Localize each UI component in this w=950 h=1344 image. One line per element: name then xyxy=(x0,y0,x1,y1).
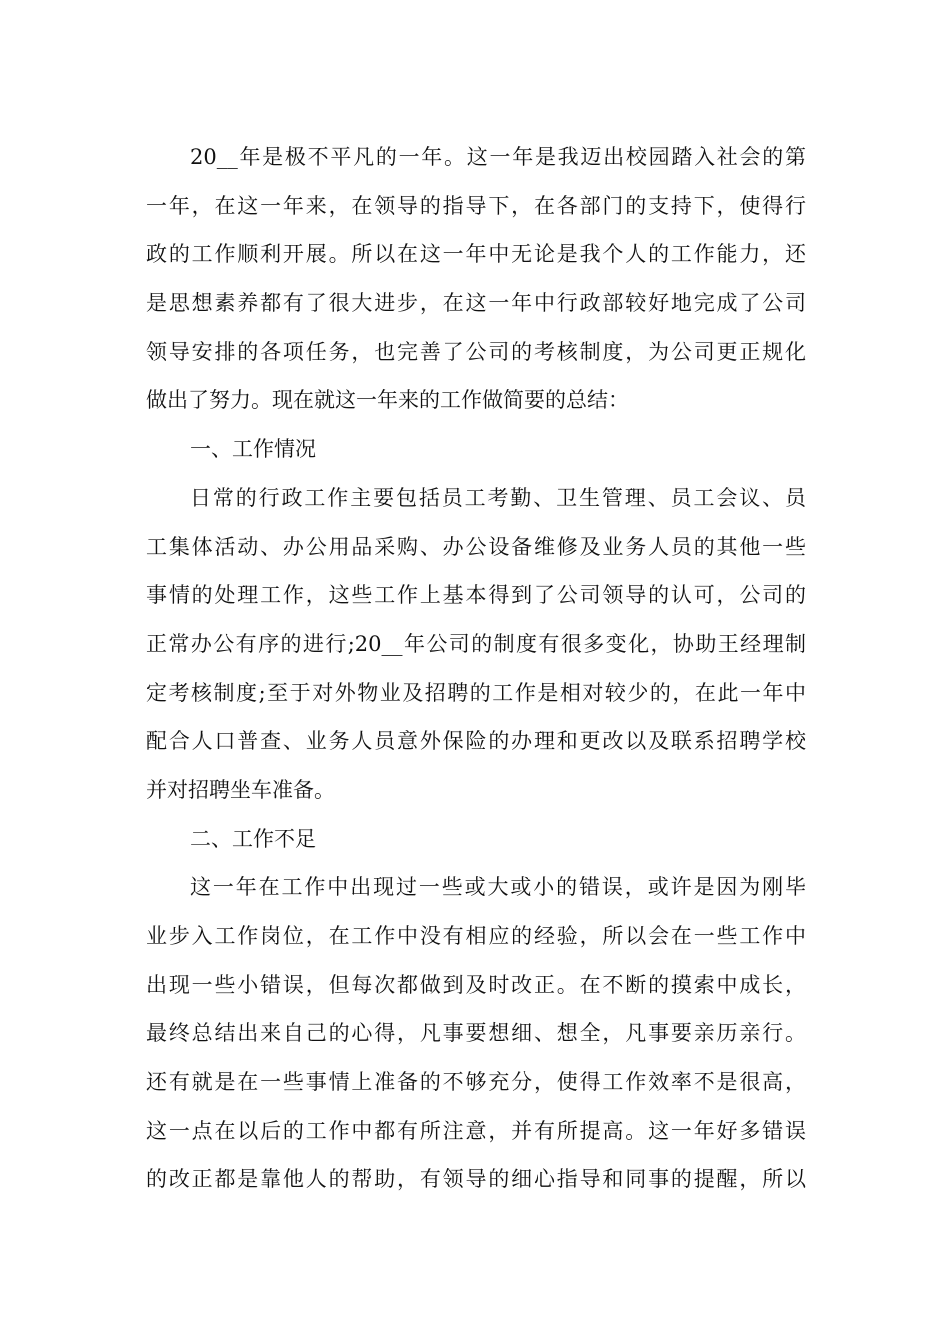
paragraph-1-line-1: 20__年是极不平凡的一年。这一年是我迈出校园踏入社会的第 xyxy=(190,145,806,169)
paragraph-2-line-6: 配合人口普查、业务人员意外保险的办理和更改以及联系招聘学校 xyxy=(146,729,806,754)
paragraph-2-line-3: 事情的处理工作，这些工作上基本得到了公司领导的认可，公司的 xyxy=(146,583,806,608)
section-heading-work-status: 一、工作情况 xyxy=(190,437,316,462)
section-heading-shortcomings: 二、工作不足 xyxy=(190,826,316,851)
paragraph-1-line-6: 做出了努力。现在就这一年来的工作做简要的总结： xyxy=(146,388,629,413)
document-page xyxy=(146,133,806,1204)
paragraph-1-line-5: 领导安排的各项任务，也完善了公司的考核制度，为公司更正规化 xyxy=(146,339,806,364)
paragraph-1-line-3: 政的工作顺利开展。所以在这一年中无论是我个人的工作能力，还 xyxy=(146,242,806,267)
paragraph-2-line-2: 工集体活动、办公用品采购、办公设备维修及业务人员的其他一些 xyxy=(146,534,806,559)
paragraph-1-line-4: 是思想素养都有了很大进步，在这一年中行政部较好地完成了公司 xyxy=(146,291,806,316)
paragraph-3-line-7: 的改正都是靠他人的帮助，有领导的细心指导和同事的提醒，所以 xyxy=(146,1167,806,1192)
paragraph-1-line-2: 一年，在这一年来，在领导的指导下，在各部门的支持下，使得行 xyxy=(146,193,806,218)
paragraph-3-line-3: 出现一些小错误，但每次都做到及时改正。在不断的摸索中成长， xyxy=(146,972,806,997)
paragraph-2-line-4: 正常办公有序的进行;20__年公司的制度有很多变化，协助王经理制 xyxy=(146,631,806,656)
paragraph-2-line-1: 日常的行政工作主要包括员工考勤、卫生管理、员工会议、员 xyxy=(190,485,806,510)
paragraph-2-line-7: 并对招聘坐车准备。 xyxy=(146,777,335,802)
paragraph-3-line-6: 这一点在以后的工作中都有所注意，并有所提高。这一年好多错误 xyxy=(146,1118,806,1143)
paragraph-3-line-2: 业步入工作岗位，在工作中没有相应的经验，所以会在一些工作中 xyxy=(146,924,806,948)
paragraph-3-line-1: 这一年在工作中出现过一些或大或小的错误，或许是因为刚毕 xyxy=(190,875,806,900)
paragraph-3-line-5: 还有就是在一些事情上准备的不够充分，使得工作效率不是很高， xyxy=(146,1070,806,1095)
paragraph-3-line-4: 最终总结出来自己的心得，凡事要想细、想全，凡事要亲历亲行。 xyxy=(146,1021,806,1046)
paragraph-2-line-5: 定考核制度;至于对外物业及招聘的工作是相对较少的，在此一年中 xyxy=(146,680,806,705)
